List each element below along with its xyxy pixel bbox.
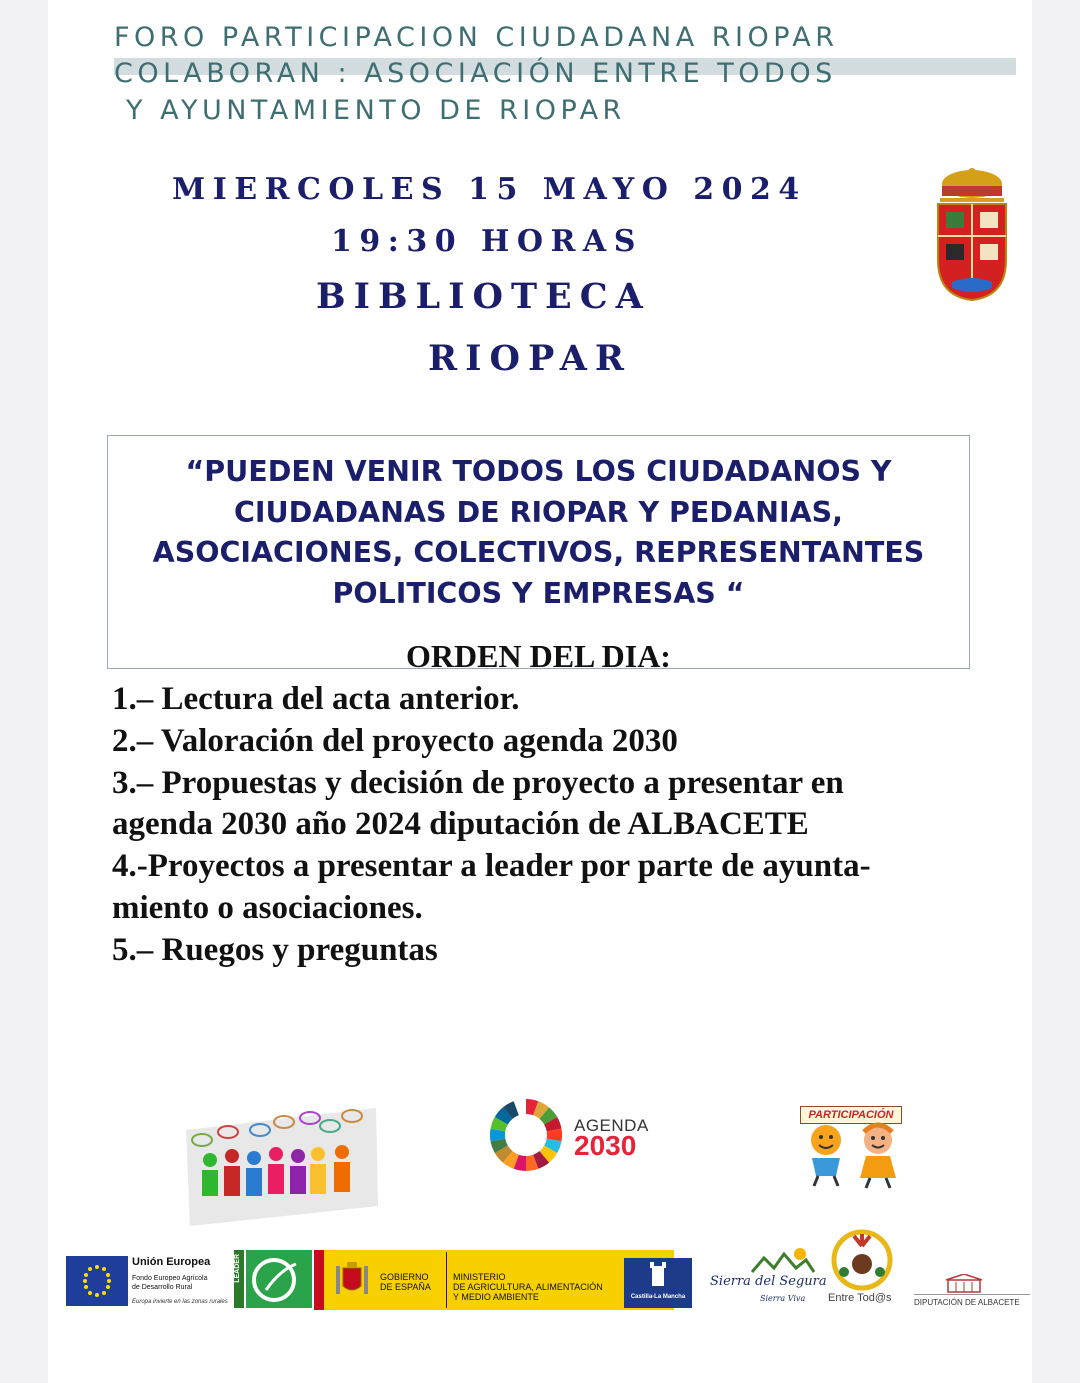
people-talking-illustration-icon [180, 1100, 380, 1228]
invitation-line: “PUEDEN VENIR TODOS LOS CIUDADANOS Y [185, 455, 892, 488]
agenda-item: 4.-Proyectos a presentar a leader por parte de ayunta- [112, 848, 871, 885]
spanish-flag-stripe [314, 1250, 324, 1310]
eu-title: Unión Europea [132, 1256, 211, 1268]
agenda2030-year: 2030 [574, 1130, 637, 1161]
eu-fund-line: de Desarrollo Rural [132, 1284, 193, 1291]
leader-logo-icon [246, 1250, 312, 1308]
event-time: 19:30 HORAS [331, 224, 643, 259]
divider [446, 1252, 447, 1308]
eu-fund [132, 1274, 208, 1292]
sierra-segura-label: Sierra del Segura [710, 1274, 827, 1289]
invitation-line: CIUDADANAS DE RIOPAR Y PEDANIAS, [234, 495, 843, 529]
invitation-text [108, 452, 969, 614]
participacion-banner: PARTICIPACIÓN [800, 1106, 902, 1124]
leader-label: LEADER [234, 1254, 241, 1283]
invitation-line: ASOCIACIONES, COLECTIVOS, REPRESENTANTES [152, 536, 925, 569]
agenda-item: 5.– Ruegos y preguntas [112, 931, 438, 968]
kids-participation-icon [796, 1120, 916, 1190]
diputacion-rule [914, 1294, 1030, 1295]
diputacion-label: DIPUTACIÓN DE ALBACETE [914, 1298, 1020, 1307]
event-town: RIOPAR [428, 338, 632, 379]
sierra-mountains-icon [748, 1246, 816, 1276]
event-place: BIBLIOTECA [316, 276, 651, 317]
sierra-viva-label: Sierra Viva [760, 1294, 806, 1303]
castilla-la-mancha-logo [624, 1258, 692, 1308]
header-collaborators: COLABORAN : ASOCIACIÓN ENTRE TODOS [114, 58, 837, 89]
header-forum-title: FORO PARTICIPACION CIUDADANA RIOPAR [114, 22, 839, 53]
riopar-coat-of-arms-icon [932, 164, 1012, 304]
eu-motto: Europa invierte en las zonas rurales [132, 1299, 228, 1305]
eu-fund-line: Fondo Europeo Agrícola [132, 1275, 208, 1282]
ministry-line: Y MEDIO AMBIENTE [453, 1292, 539, 1302]
agenda-item: 1.– Lectura del acta anterior. [112, 681, 520, 717]
agenda-title: ORDEN DEL DIA: [406, 638, 671, 674]
agenda-item: miento o asociaciones. [112, 889, 423, 926]
entre-todos-logo-icon [828, 1228, 896, 1292]
clm-castle-icon [624, 1258, 692, 1294]
sdg-wheel-icon [486, 1095, 566, 1175]
ministry-line: MINISTERIO [453, 1272, 506, 1282]
entre-todos-label: Entre Tod@s [828, 1292, 892, 1304]
government-name [380, 1272, 431, 1292]
event-date: MIERCOLES 15 MAYO 2024 [172, 172, 807, 207]
agenda-list [112, 679, 871, 972]
ministry-name [453, 1272, 603, 1302]
agenda-item: 2.– Valoración del proyecto agenda 2030 [112, 722, 678, 759]
agenda2030-label: AGENDA [574, 1116, 649, 1135]
government-line: DE ESPAÑA [380, 1282, 431, 1292]
poster-page [48, 0, 1032, 1383]
header-council: Y AYUNTAMIENTO DE RIOPAR [126, 95, 626, 126]
diputacion-building-icon [944, 1274, 984, 1294]
leader-strip [234, 1250, 244, 1308]
government-line: GOBIERNO [380, 1272, 429, 1282]
agenda-item: 3.– Propuestas y decisión de proyecto a presentar en [112, 764, 844, 801]
spain-coat-of-arms-icon [334, 1260, 370, 1300]
ministry-line: DE AGRICULTURA, ALIMENTACIÓN [453, 1282, 603, 1292]
clm-label: Castilla-La Mancha [630, 1294, 686, 1300]
eu-flag-icon [66, 1256, 128, 1306]
invitation-box [107, 435, 970, 674]
agenda-item: agenda 2030 año 2024 diputación de ALBACETE [112, 806, 809, 843]
invitation-line: POLITICOS Y EMPRESAS “ [332, 576, 745, 610]
